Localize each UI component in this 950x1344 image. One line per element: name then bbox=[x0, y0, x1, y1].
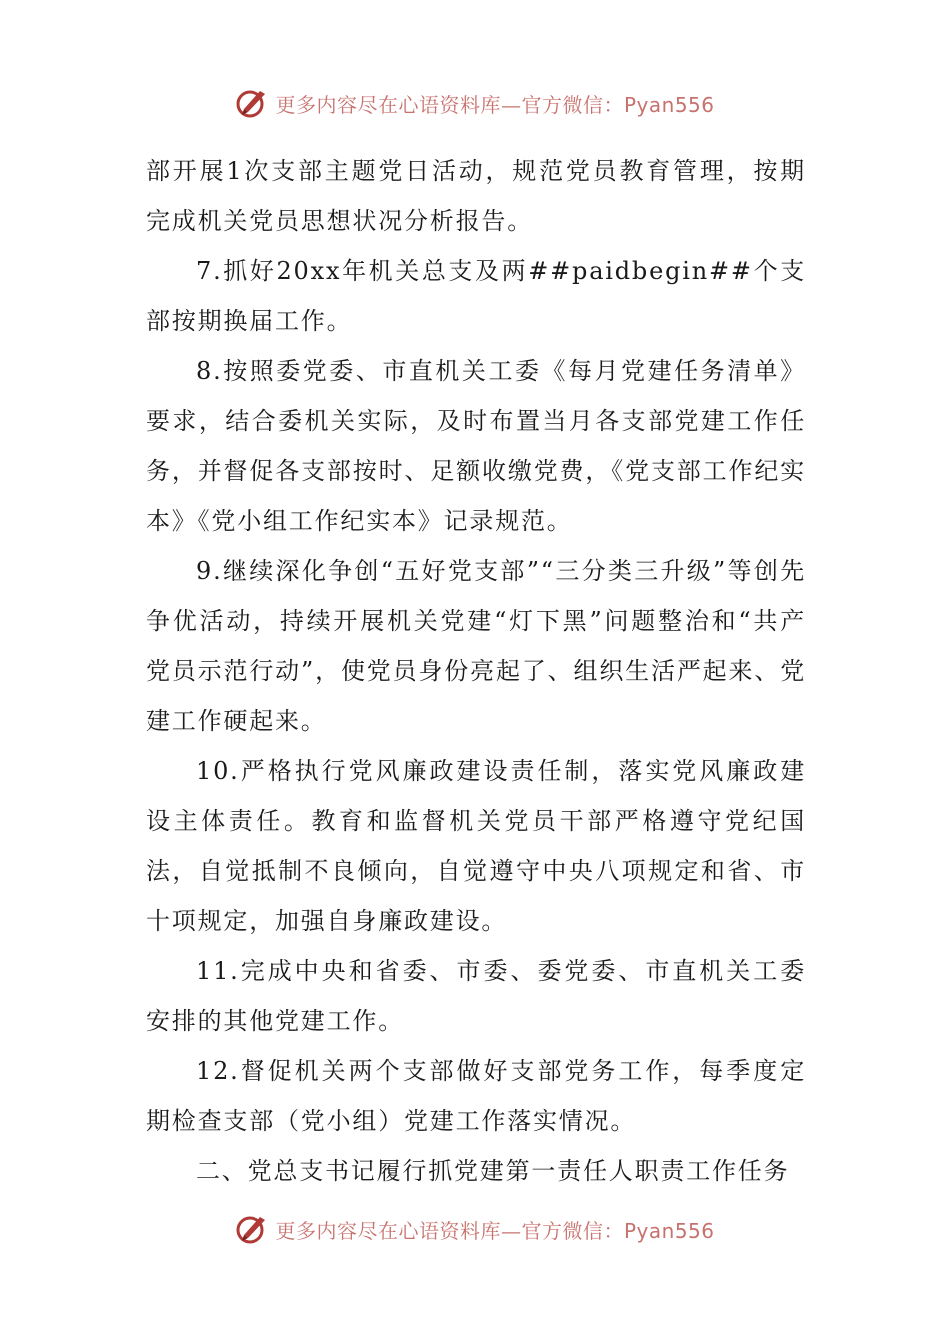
footer-banner-text: 更多内容尽在心语资料库—官方微信： bbox=[275, 1218, 624, 1243]
pen-logo-icon bbox=[235, 85, 271, 121]
header-wechat-id: Pyan556 bbox=[623, 92, 715, 117]
paragraph-item-9: 9.继续深化争创“五好党支部”“三分类三升级”等创先争优活动，持续开展机关党建“灯下黑”问题整治和“共产党员示范行动”，使党员身份亮起了、组织生活严起来、党建工作硬起来。 bbox=[146, 557, 806, 735]
pen-logo-icon bbox=[235, 1211, 271, 1247]
paragraph-item-8: 8.按照委党委、市直机关工委《每月党建任务清单》要求，结合委机关实际，及时布置当月各支部党建工作任务，并督促各支部按时、足额收缴党费，《党支部工作纪实本》《党小组工作纪实本》记录规范。 bbox=[146, 357, 806, 535]
paragraph-item-12: 12.督促机关两个支部做好支部党务工作，每季度定期检查支部（党小组）党建工作落实情况。 bbox=[146, 1057, 806, 1135]
document-body bbox=[146, 146, 806, 1196]
paragraph-item-11: 11.完成中央和省委、市委、委党委、市直机关工委安排的其他党建工作。 bbox=[146, 957, 806, 1035]
footer-wechat-id: Pyan556 bbox=[623, 1218, 715, 1243]
paragraph-continuation: 部开展1次支部主题党日活动，规范党员教育管理，按期完成机关党员思想状况分析报告。 bbox=[146, 157, 806, 235]
section-heading-2: 二、党总支书记履行抓党建第一责任人职责工作任务 bbox=[196, 1157, 790, 1185]
header-banner bbox=[0, 83, 950, 123]
paragraph-item-7: 7.抓好20xx年机关总支及两##paidbegin##个支部按期换届工作。 bbox=[146, 257, 806, 335]
footer-banner bbox=[0, 1209, 950, 1249]
header-banner-text: 更多内容尽在心语资料库—官方微信： bbox=[275, 92, 624, 117]
paragraph-item-10: 10.严格执行党风廉政建设责任制，落实党风廉政建设主体责任。教育和监督机关党员干部严格遵守党纪国法，自觉抵制不良倾向，自觉遵守中央八项规定和省、市十项规定，加强自身廉政建设。 bbox=[146, 757, 806, 935]
